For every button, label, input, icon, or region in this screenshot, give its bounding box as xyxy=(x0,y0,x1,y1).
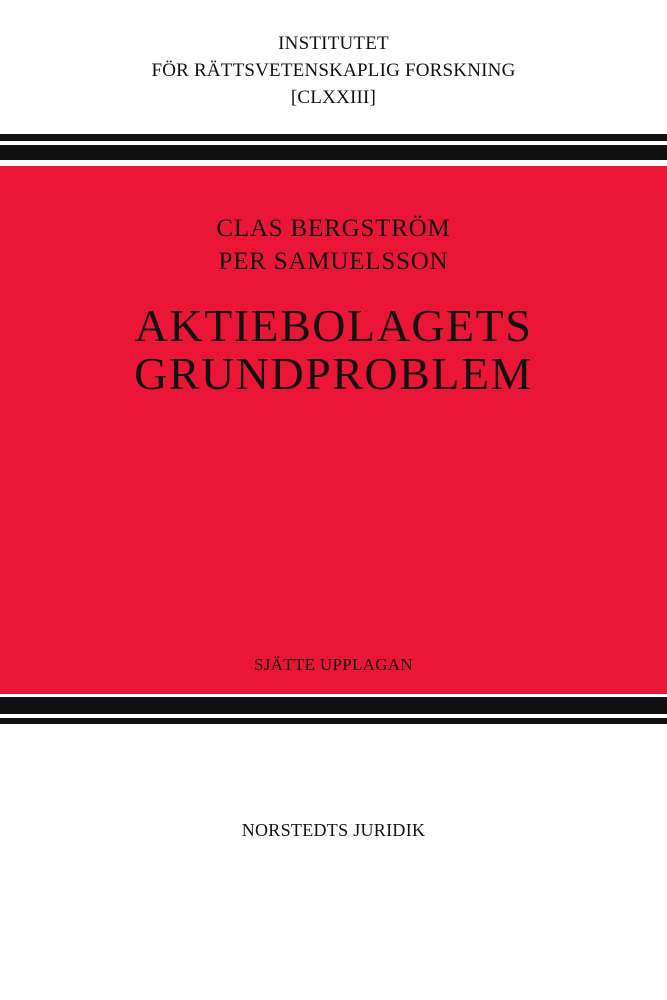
top-stripe-thick xyxy=(0,145,667,160)
book-title xyxy=(0,302,667,398)
author-2: PER SAMUELSSON xyxy=(218,248,449,275)
bottom-stripe-thin xyxy=(0,718,667,724)
series-institute-subtitle: FÖR RÄTTSVETENSKAPLIG FORSKNING xyxy=(151,60,516,81)
bottom-stripe-thick xyxy=(0,697,667,714)
book-title-line-2: GRUNDPROBLEM xyxy=(134,348,533,399)
series-institute-name: INSTITUTET xyxy=(278,33,389,54)
author-names xyxy=(0,212,667,278)
author-1: CLAS BERGSTRÖM xyxy=(216,215,451,242)
edition-label: SJÄTTE UPPLAGAN xyxy=(254,655,413,674)
book-title-line-1: AKTIEBOLAGETS xyxy=(134,300,533,351)
top-stripe-thin xyxy=(0,134,667,141)
series-heading xyxy=(0,30,667,111)
series-volume-number: [CLXXIII] xyxy=(290,87,377,108)
publisher-name: NORSTEDTS JURIDIK xyxy=(241,820,426,840)
